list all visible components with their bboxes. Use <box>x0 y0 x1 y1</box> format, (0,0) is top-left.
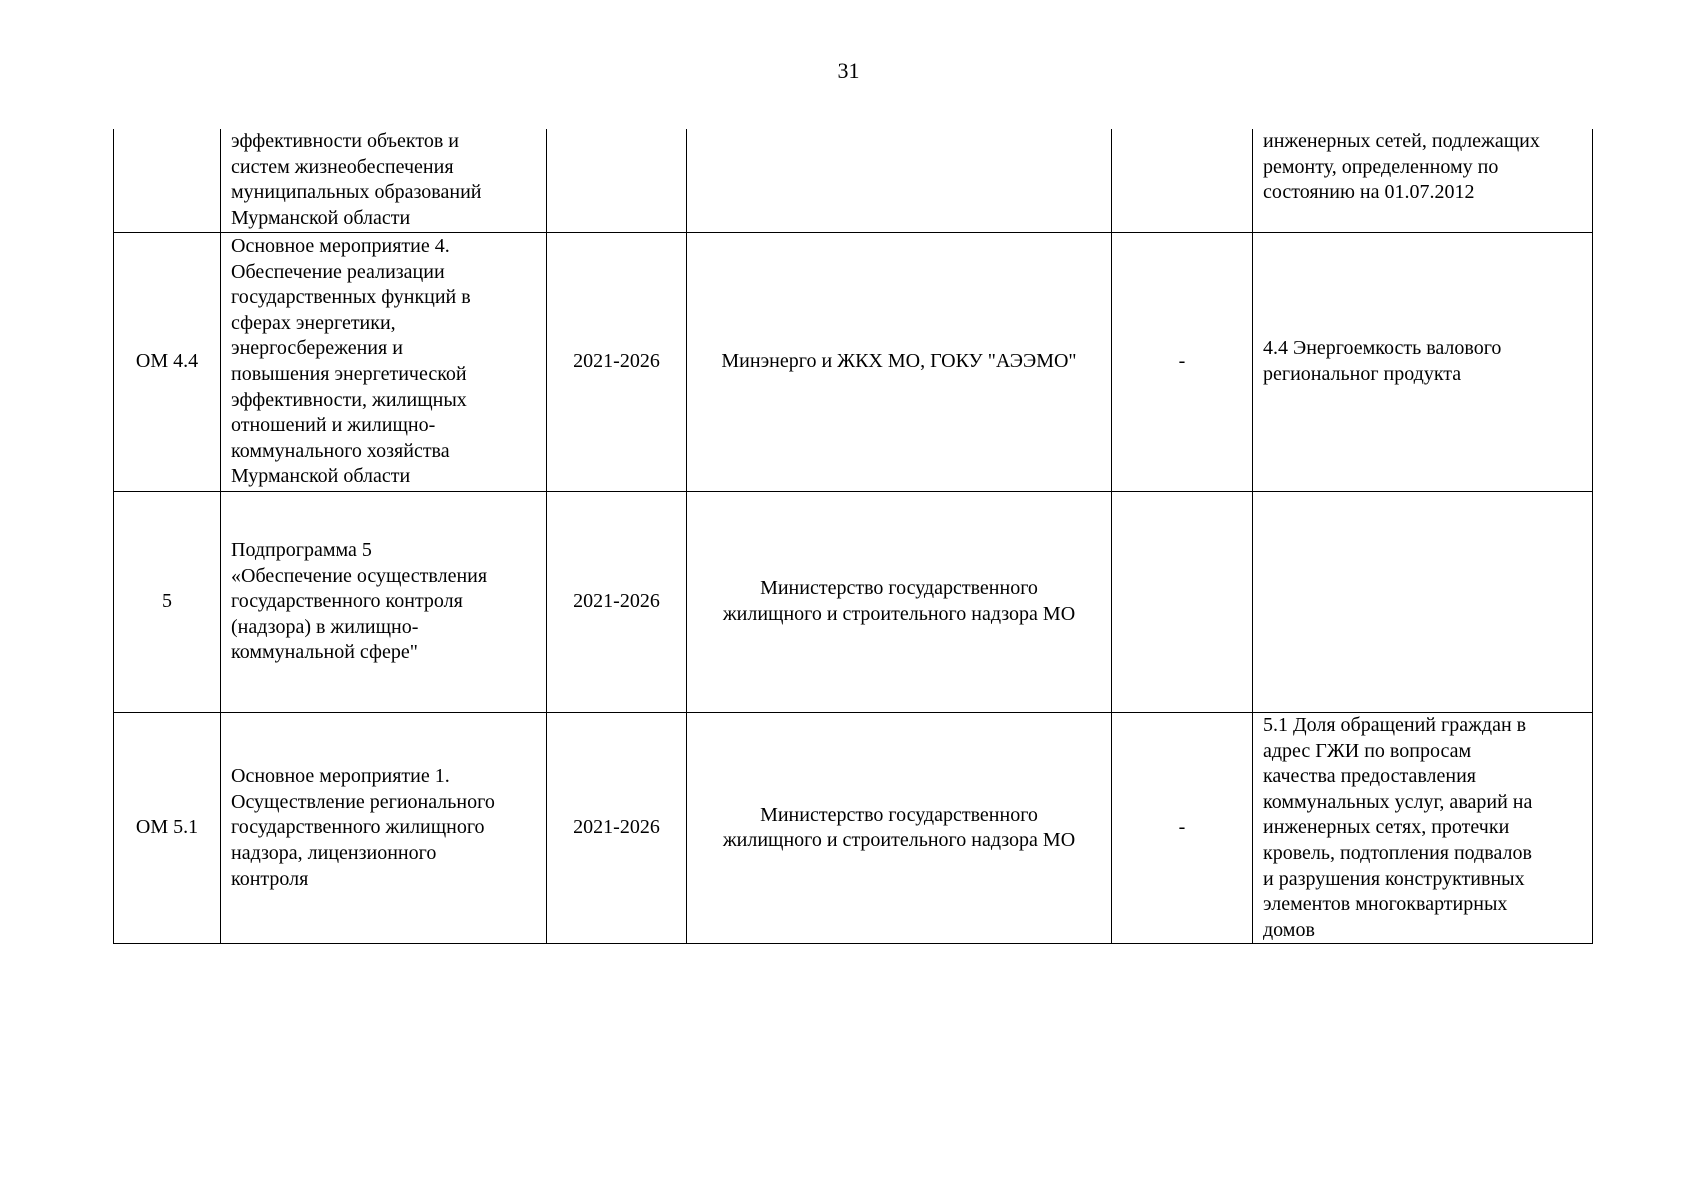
table-row <box>114 713 1593 944</box>
row-number-cell: ОМ 4.4 <box>114 233 221 492</box>
executor-cell <box>687 129 1112 233</box>
period-cell <box>547 129 687 233</box>
table-row <box>114 129 1593 233</box>
period-cell: 2021-2026 <box>547 713 687 944</box>
activity-name-cell: Подпрограмма 5 «Обеспечение осуществления государственного контроля (надзора) в жилищно- коммунальной сфере" <box>221 492 547 713</box>
indicator-cell <box>1253 492 1593 713</box>
extra-cell <box>1112 129 1253 233</box>
row-number-cell <box>114 129 221 233</box>
indicator-cell: 5.1 Доля обращений граждан в адрес ГЖИ по вопросам качества предоставления коммунальных услуг, аварий на инженерных сетях, протечки кровель, подтопления подвалов и разрушения конструктивных элементов многоквартирных домов <box>1253 713 1593 944</box>
activity-name-cell: Основное мероприятие 1. Осуществление регионального государственного жилищного надзора, лицензионного контроля <box>221 713 547 944</box>
period-cell: 2021-2026 <box>547 233 687 492</box>
table-row <box>114 233 1593 492</box>
extra-cell: - <box>1112 713 1253 944</box>
extra-cell: - <box>1112 233 1253 492</box>
executor-cell: Минэнерго и ЖКХ МО, ГОКУ "АЭЭМО" <box>687 233 1112 492</box>
extra-cell <box>1112 492 1253 713</box>
row-number-cell: 5 <box>114 492 221 713</box>
table-row <box>114 492 1593 713</box>
program-table <box>113 129 1593 944</box>
page-number: 31 <box>837 58 860 83</box>
activity-name-cell: эффективности объектов и систем жизнеобеспечения муниципальных образований Мурманской области <box>221 129 547 233</box>
indicator-cell: 4.4 Энергоемкость валового региональног продукта <box>1253 233 1593 492</box>
executor-cell: Министерство государственного жилищного и строительного надзора МО <box>687 492 1112 713</box>
executor-cell: Министерство государственного жилищного и строительного надзора МО <box>687 713 1112 944</box>
activity-name-cell: Основное мероприятие 4. Обеспечение реализации государственных функций в сферах энергетики, энергосбережения и повышения энергетической эффективности, жилищных отношений и жилищно- коммунального хозяйства Мурманской области <box>221 233 547 492</box>
indicator-cell: инженерных сетей, подлежащих ремонту, определенному по состоянию на 01.07.2012 <box>1253 129 1593 233</box>
row-number-cell: ОМ 5.1 <box>114 713 221 944</box>
period-cell: 2021-2026 <box>547 492 687 713</box>
